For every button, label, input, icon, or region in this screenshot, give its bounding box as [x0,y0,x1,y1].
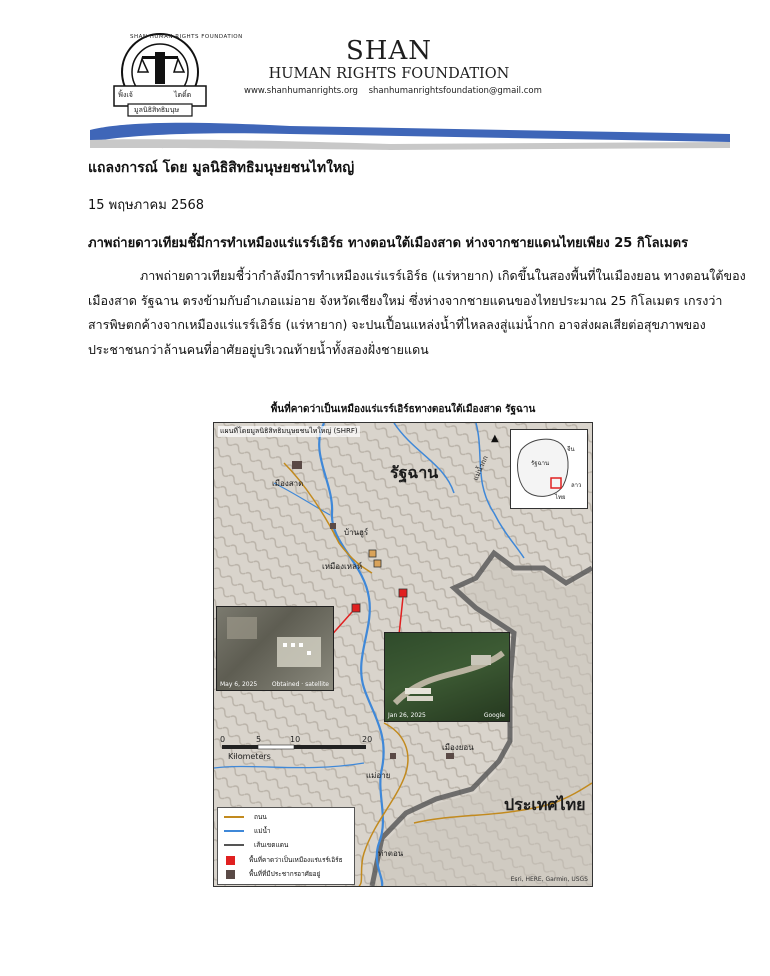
map-source: แผนที่โดยมูลนิธิสิทธิมนุษยชนไทใหญ่ (SHRF) [220,427,358,435]
mine-site-marker [374,560,381,567]
statement-author: แถลงการณ์ โดย มูลนิธิสิทธิมนุษยชนไทใหญ่ [88,160,355,176]
label-ban-hue: บ้านฮูร์ [344,528,369,537]
map-title: พื้นที่คาดว่าเป็นเหมืองแร่แรร์เอิร์ธทางตอนใต้เมืองสาด รัฐฉาน [270,404,536,415]
populated-area-marker [390,753,396,759]
legend-item-road [224,811,267,823]
satellite-photo-1 [216,606,334,691]
org-short-name: SHAN [345,36,432,66]
map-legend [217,807,355,885]
scale-bar [218,735,378,765]
legend-label: พื้นที่ที่มีประชากรอาศัยอยู่ [249,870,321,878]
legend-label: แม่น้ำ [254,827,271,835]
photo1-date: May 6, 2025 [220,681,258,688]
shrf-logo [108,28,243,120]
body-line: เมืองสาด รัฐฉาน ตรงข้ามกับอำเภอแม่อาย จังหวัดเชียงใหม่ ซึ่งห่างจากชายแดนของไทยประมาณ 25 กิโลเมตร เกรงว่า [88,292,723,308]
photo1-credit: Obtained · satellite [271,681,329,688]
statement-date: 15 พฤษภาคม 2568 [88,198,205,213]
satellite-photo-2 [384,632,510,722]
contact-line [244,86,544,96]
legend-item-mine [224,854,343,866]
scale-tick: 5 [256,735,262,744]
header-swoosh-band [90,112,730,152]
legend-item-populated [224,868,320,880]
north-arrow-icon: ▲ [491,433,499,444]
map-figure [213,422,593,887]
label-shan-state: รัฐฉาน [390,463,439,482]
mine-site-marker [369,550,376,557]
label-muang-yon: เมืองยอน [442,743,474,752]
logo-text-right: ไตดิ์ต [174,91,192,99]
basemap-credit: Esri, HERE, Garmin, USGS [510,876,588,883]
populated-area-marker [330,523,336,529]
scale-unit: Kilometers [228,752,271,761]
body-line: สารพิษตกค้างจากเหมืองแร่แรร์เอิร์ธ (แร่หายาก) จะปนเปื้อนแหล่งน้ำที่ไหลลงสู่แม่น้ำกก อาจส่งผลเสียต่อสุขภาพของ [88,317,706,332]
inset-label-shan: รัฐฉาน [531,460,550,467]
scale-tick: 10 [290,735,301,744]
logo-text-left: ฟิ้งเจ้ [118,91,133,99]
website-link[interactable]: www.shanhumanrights.org [244,86,358,96]
scale-tick: 20 [362,735,373,744]
statement-body [88,264,746,362]
legend-swatch [226,856,235,865]
legend-item-border [224,839,288,851]
locator-inset-map [510,429,588,509]
legend-label: ถนน [254,813,267,821]
label-kok-river: แม่น้ำกก [471,454,490,482]
populated-area-marker [292,461,302,469]
legend-swatch [224,816,244,818]
legend-swatch [224,844,244,846]
photo2-credit: Google [483,712,505,719]
statement-headline: ภาพถ่ายดาวเทียมชี้มีการทำเหมืองแร่แรร์เอิร์ธ ทางตอนใต้เมืองสาด ห่างจากชายแดนไทยเพียง 25 กิโลเมตร [88,236,689,251]
scale-tick: 0 [220,735,226,744]
logo-text-bottom: มูลนิธิสิทธิมนุษ [134,106,180,114]
org-full-name: HUMAN RIGHTS FOUNDATION [268,66,510,82]
email-link[interactable]: shanhumanrightsfoundation@gmail.com [368,86,542,96]
logo-arc-text: SHAN HUMAN RIGHTS FOUNDATION [130,34,243,40]
legend-item-river [224,825,271,837]
photo2-date: Jan 26, 2025 [388,712,426,719]
label-muang-sat: เมืองสาด [272,479,304,488]
label-mine-site: เหมืองเหลห์ [322,562,363,571]
label-mae-ai: แม่อาย [366,771,391,780]
inset-label-thai: ไทย [555,494,566,501]
legend-label: พื้นที่คาดว่าเป็นเหมืองแร่แรร์เอิร์ธ [249,856,343,864]
label-thailand: ประเทศไทย [504,795,586,814]
legend-label: เส้นเขตแดน [254,841,289,849]
legend-swatch [226,870,235,879]
body-line: ประชาชนกว่าล้านคนที่อาศัยอยู่บริเวณท้ายน้ำทั้งสองฝั่งชายแดน [88,341,429,357]
body-line: ภาพถ่ายดาวเทียมชี้ว่ากำลังมีการทำเหมืองแร่แรร์เอิร์ธ (แร่หายาก) เกิดขึ้นในสองพื้นที่ในเมืองยอน ทางตอนใต้ของ [140,268,746,283]
inset-label-laos: ลาว [571,482,582,489]
inset-label-china: จีน [567,446,575,453]
rare-earth-mine-marker [399,589,407,597]
rare-earth-mine-marker [352,604,360,612]
label-tha-ton: ท่าตอน [378,849,404,858]
legend-swatch [224,830,244,832]
